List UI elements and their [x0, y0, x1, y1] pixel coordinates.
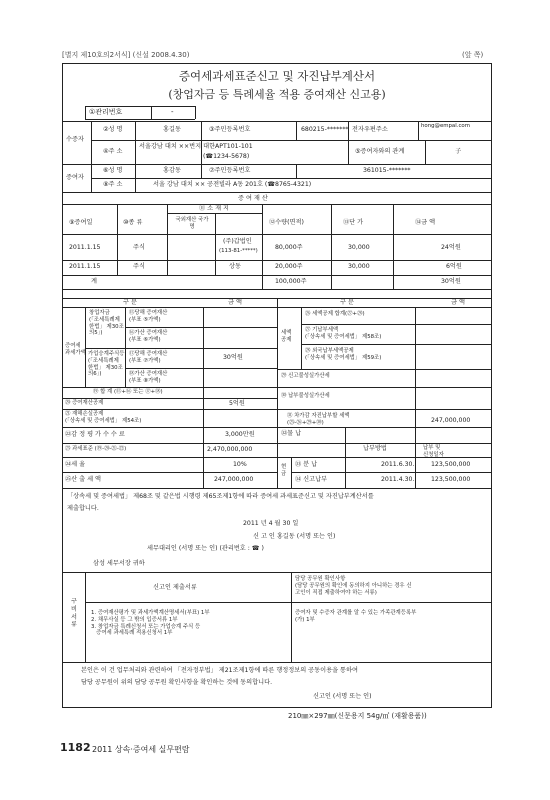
item-34-date: 2011.4.30.: [381, 476, 415, 483]
donee-rrn: 680215-*******: [301, 126, 349, 133]
donor-label: 증여자: [66, 174, 84, 181]
declaration-text-end: 제출합니다.: [67, 505, 99, 512]
form-title: 증여세과세표준신고 및 자진납부계산서: [178, 69, 376, 83]
filer-docs-header: 신고인 제출서류: [153, 584, 197, 591]
book-title: 2011 상속·증여세 실무편람: [92, 745, 190, 754]
startup-funds-label: 창업자금 (「조세특례제 한법」 제30조 의5」): [89, 310, 124, 337]
item-31: ㉛ 차가감 자진납부할 세액 (㉕-㉖+㉙+㉚): [287, 413, 350, 426]
item-25-amount: 247,000,000: [214, 476, 254, 483]
tax-agent-signature: 세무대리인 (서명 또는 인) (관리번호 : ☎ ): [147, 545, 264, 552]
official-check-list: 증여자 및 수증자 관계를 알 수 있는 가족관계등록부 (가) 1부: [295, 610, 417, 623]
total-amount: 30억원: [441, 278, 461, 285]
tax-return-form: [62, 63, 492, 708]
donor-rrn: 361015-*******: [363, 167, 411, 174]
donee-relation-label: ⑤증여자와의 관계: [355, 148, 405, 155]
item-32: ㉜물 납: [281, 430, 302, 437]
required-docs-label: 구 비 서 류: [71, 598, 77, 629]
item-26: ㉖ 세액공제 합계(㉗+㉘): [305, 311, 365, 317]
calc-right-item-header: 구 분: [340, 299, 354, 306]
col-location: ⑪ 소 재 지: [199, 205, 230, 212]
col-quantity: ⑫수량(면적): [269, 219, 304, 226]
item-29: ㉙ 신고불성실가산세: [281, 373, 330, 379]
donee-email-label: 전자우편주소: [352, 126, 388, 133]
item-21: ㉑ 재해손실공제 (「상속세 및 증여세법」 제54조): [65, 411, 142, 424]
form-subtitle: (창업자금 등 특례세율 적용 증여재산 신고용): [168, 88, 386, 101]
donor-name: 홍감동: [163, 167, 181, 174]
gift-taxable-value-label: 증여세 과세가액: [65, 343, 86, 356]
donee-phone: (☎1234-5678): [203, 153, 250, 160]
form-reference: [별지 제10호의2서식] (신설 2008.4.30): [62, 51, 190, 59]
filer-docs-list: 1. 증여재산평가 및 과세가액계산명세서(부표) 1부 2. 채무사실 등 그 밖의 입증서류 1부 3. 창업자금 특례신청서 또는 가업승계 주식 등 증여세 과세특례 적용신청서 1부: [91, 610, 210, 637]
item-27: ㉗ 기납부세액 (「상속세 및 증여세법」 제58조): [305, 327, 382, 340]
donor-address-label: ⑧주 소: [103, 181, 123, 188]
total-label: 계: [91, 278, 97, 285]
item-22-amount: 3,000만원: [225, 431, 255, 438]
donee-name: 홍길동: [163, 126, 181, 133]
item-24: ㉔세 율: [65, 461, 86, 468]
row2-company: 상동: [229, 263, 241, 270]
row1-unit-price: 30,000: [348, 244, 370, 251]
donee-label: 수증자: [66, 136, 84, 143]
row1-kind: 주식: [133, 244, 145, 251]
row1-date: 2011.1.15: [69, 244, 101, 251]
donee-rrn-label: ③주민등록번호: [209, 126, 251, 133]
row1-company: (주)갑법인: [223, 238, 252, 245]
page-side-label: (앞 쪽): [462, 51, 484, 59]
consent-text-end: 담당 공무원이 위의 담당 공무원 확인사항을 확인하는 것에 동의합니다.: [81, 679, 273, 686]
payment-method-label: 납부방법: [363, 445, 387, 452]
consent-text: 본인은 이 건 업무처리와 관련하여 「전자정부법」 제21조제1항에 따른 행정정보의 공동이용을 통하여: [81, 667, 358, 674]
tax-office-addressee: 삼성 세무서장 귀하: [93, 560, 145, 567]
item-34: ㉞ 신고납부: [295, 476, 328, 483]
family-business-label: 가업승계주식등 (「조세특례제 한법」 제30조 의6」): [88, 351, 125, 378]
item-33-date: 2011.6.30.: [381, 461, 415, 468]
donee-address-label: ④주 소: [103, 148, 123, 155]
donee-relation: 子: [455, 148, 462, 155]
donor-address: 서울 강남 대치 ×× 공전빌라 A동 201호 (☎8765-4321): [153, 181, 312, 188]
item-22: ㉒감 정 평 가 수 수 료: [65, 431, 125, 438]
paper-spec: 210㎜×297㎜(신문용지 54g/㎡ (재활용품)): [288, 712, 427, 720]
page-number: 1182: [60, 741, 91, 754]
official-check-header: 담당 공무원 확인사항 (담당 공무원의 확인에 동의하지 아니하는 경우 신 고인이 직접 제출하여야 하는 서류): [295, 576, 412, 596]
calc-right-amount-header: 금 액: [451, 299, 465, 306]
donor-name-label: ⑥성 명: [103, 167, 123, 174]
item-15: ⑮당해 증여재산 (부표 ⑤가액): [129, 310, 168, 323]
item-23-amount: 2,470,000,000: [207, 446, 253, 453]
col-foreign-country: 국외재산 국가명: [175, 217, 209, 230]
col-kind: ⑩종 류: [123, 219, 143, 226]
row2-date: 2011.1.15: [69, 263, 101, 270]
item-30: ㉚ 납부불성실가산세: [281, 393, 330, 399]
declaration-text: 「상속세 및 증여세법」 제68조 및 같은법 시행령 제65조제1항에 따라 증여세 과세표준신고 및 자진납부계산서를: [67, 493, 374, 500]
item-17-amount: 30억원: [223, 354, 243, 361]
row2-amount: 6억원: [446, 263, 462, 270]
col-unit-price: ⑬단 가: [343, 219, 364, 226]
payment-date-label: 납부 및 신청일자: [423, 445, 444, 458]
filer-signature: 신 고 인 홍길동 (서명 또는 인): [253, 533, 336, 540]
consent-signature: 신고인 (서명 또는 인): [313, 693, 372, 700]
declaration-date: 2011 년 4 월 30 일: [243, 520, 299, 527]
item-34-amount: 123,500,000: [431, 476, 471, 483]
donee-email: hong@empal.com: [421, 123, 470, 129]
row2-kind: 주식: [133, 263, 145, 270]
property-section-title: 증 여 재 산: [238, 195, 268, 202]
donee-name-label: ②성 명: [103, 126, 123, 133]
col-amount: ⑭금 액: [415, 219, 436, 226]
item-20-amount: 5억원: [229, 400, 245, 407]
item-31-amount: 247,000,000: [431, 417, 471, 424]
col-gift-date: ⑨증여일: [69, 219, 93, 226]
cash-label: 현 금: [281, 464, 287, 477]
item-19: ⑲ 합 계 (⑮+⑯ 또는 ⑰+⑱): [93, 389, 163, 395]
row1-quantity: 80,000주: [275, 244, 303, 251]
donor-rrn-label: ⑦주민등록번호: [209, 167, 251, 174]
item-23: ㉓ 과세표준 (⑲-⑳-㉑-㉒): [65, 446, 127, 452]
item-17: ⑰당해 증여재산 (부표 ⑦가액): [129, 351, 168, 364]
row1-company-id: (113-81-*****): [219, 248, 258, 254]
item-33-amount: 123,500,000: [431, 461, 471, 468]
mgmt-number-value: -: [171, 108, 174, 116]
total-quantity: 100,000주: [275, 278, 307, 285]
item-33: ㉝ 분 납: [295, 461, 318, 468]
row2-unit-price: 30,000: [348, 263, 370, 270]
tax-credit-label: 세액 공제: [281, 330, 292, 343]
item-20: ⑳ 증여재산공제: [65, 400, 104, 406]
row1-amount: 24억원: [441, 244, 461, 251]
donee-address: 서울강남 대치 ××번지 대한APT101-101: [139, 143, 253, 150]
mgmt-number-label: ①관리번호: [89, 108, 123, 116]
item-25: ㉕산 출 세 액: [65, 476, 101, 483]
item-24-amount: 10%: [233, 461, 247, 468]
calc-left-item-header: 구 분: [123, 299, 137, 306]
item-16: ⑯가산 증여재산 (부표 ⑥가액): [129, 330, 168, 343]
calc-left-amount-header: 금 액: [228, 299, 242, 306]
item-18: ⑱가산 증여재산 (부표 ⑧가액): [129, 371, 168, 384]
item-28: ㉘ 외국납부세액공제 (「상속세 및 증여세법」 제59조): [305, 348, 382, 361]
row2-quantity: 20,000주: [275, 263, 303, 270]
